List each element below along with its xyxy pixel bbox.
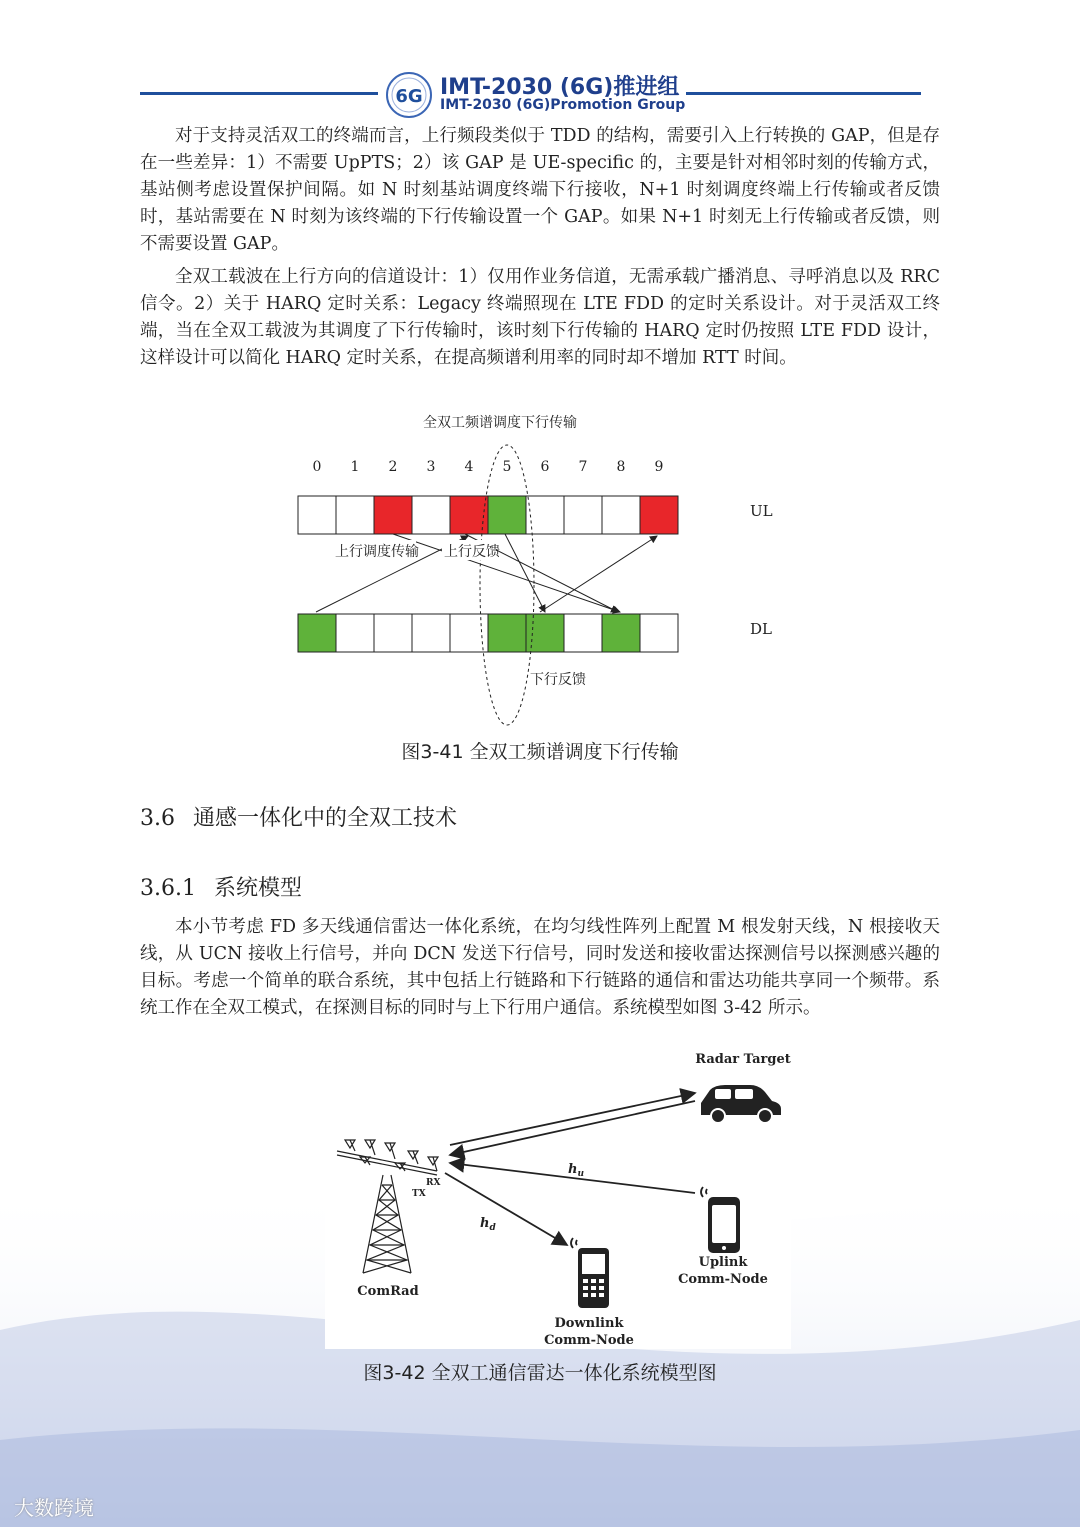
paragraph-channel-design: 全双工载波在上行方向的信道设计：1）仅用作业务信道，无需承载广播消息、寻呼消息以及 RRC 信令。2）关于 HARQ 定时关系：Legacy 终端照现在 LTE FDD 的定时关系设计。对于灵活双工终端，当在全双工载波为其调度了下行传输时，该时刻下行传输的 HARQ 定时仍按照 LTE FDD 设计，这样设计可以简化 HARQ 定时关系，在提高频谱利用率的同时却不增加 RTT 时间。 — [140, 267, 940, 368]
dl-slot — [298, 614, 336, 652]
dl-slot — [336, 614, 374, 652]
ul-slot — [374, 496, 412, 534]
dl-row — [298, 614, 678, 652]
slot-number: 1 — [350, 459, 360, 475]
section-3-6-1-heading — [140, 871, 302, 902]
slot-number: 8 — [616, 459, 626, 475]
dl-slot — [412, 614, 450, 652]
h-d-label: $h_d$ — [480, 1216, 496, 1233]
h-u-label: $h_u$ — [568, 1162, 584, 1179]
tx-label: TX — [412, 1189, 426, 1199]
slot-number: 3 — [426, 459, 436, 475]
slot-number: 4 — [464, 459, 474, 475]
slot-number: 6 — [540, 459, 550, 475]
slot-numbers — [313, 459, 664, 475]
arrow-dl-fb — [540, 536, 657, 612]
paragraph-system-model: 本小节考虑 FD 多天线通信雷达一体化系统，在均匀线性阵列上配置 M 根发射天线，N 根接收天线，从 UCN 接收上行信号，并向 DCN 发送下行信号，同时发送和接收雷达探测信号以探测感兴趣的目标。考虑一个简单的联合系统，其中包括上行链路和下行链路的通信和雷达功能共享同一个频带。系统工作在全双工模式，在探测目标的同时与上下行用户通信。系统模型如图 3-42 所示。 — [140, 917, 940, 1018]
ul-slot — [298, 496, 336, 534]
dl-slot — [488, 614, 526, 652]
figure1-title: 全双工频谱调度下行传输 — [423, 415, 577, 431]
figure-comrad-system-model — [325, 1045, 795, 1350]
slot-number: 0 — [312, 459, 322, 475]
slot-number: 2 — [388, 459, 398, 475]
dl-label: DL — [750, 620, 772, 638]
dl-slot — [602, 614, 640, 652]
ul-slot — [412, 496, 450, 534]
downlink-label-2: Comm-Node — [544, 1333, 634, 1348]
watermark: 大数跨境 — [14, 1496, 94, 1520]
slot-number: 9 — [654, 459, 664, 475]
ul-label: UL — [750, 502, 773, 520]
ul-slot — [488, 496, 526, 534]
section-3-6-number: 3.6 — [140, 806, 175, 831]
uplink-label-2: Comm-Node — [678, 1272, 768, 1287]
slot-number: 5 — [502, 459, 512, 475]
dl-slot — [374, 614, 412, 652]
rx-label: RX — [426, 1178, 441, 1188]
imt-2030-logo — [384, 70, 434, 120]
header-subtitle: IMT-2030 (6G)Promotion Group — [440, 97, 686, 113]
downlink-label-1: Downlink — [554, 1316, 624, 1331]
label-ul-fb: 上行反馈 — [444, 544, 500, 560]
section-3-6-1-number: 3.6.1 — [140, 876, 196, 901]
dl-slot — [450, 614, 488, 652]
paragraph-gap: 对于支持灵活双工的终端而言，上行频段类似于 TDD 的结构，需要引入上行转换的 GAP，但是存在一些差异：1）不需要 UpPTS；2）该 GAP 是 UE-specific 的，主要是针对相邻时刻的传输方式，基站侧考虑设置保护间隔。如 N 时刻基站调度终端下行接收，N+1 时刻调度终端上行传输或者反馈时，基站需要在 N 时刻为该终端的下行传输设置一个 GAP。如果 N+1 时刻无上行传输或者反馈，则不需要设置 GAP。 — [140, 126, 940, 254]
logo-text: 6G — [395, 86, 423, 107]
dl-slot — [564, 614, 602, 652]
arrow-ul-to-dl — [505, 534, 545, 612]
label-ul-sched: 上行调度传输 — [335, 544, 419, 560]
ul-slot — [640, 496, 678, 534]
ul-slot — [336, 496, 374, 534]
arrow-ul-sched — [393, 534, 620, 612]
highlight-ellipse — [480, 445, 534, 725]
figure-full-duplex-scheduling — [280, 405, 800, 730]
label-dl-fb: 下行反馈 — [530, 672, 586, 688]
header-rule-left — [140, 92, 378, 95]
figure1-caption: 图3-41 全双工频谱调度下行传输 — [401, 741, 679, 763]
header-title: IMT-2030 (6G)推进组 — [440, 75, 680, 100]
section-3-6-1-title: 系统模型 — [213, 876, 302, 901]
section-3-6-heading — [140, 801, 457, 832]
header-rule-right — [686, 92, 921, 95]
section-3-6-title: 通感一体化中的全双工技术 — [193, 806, 458, 831]
dl-slot — [640, 614, 678, 652]
radar-target-label: Radar Target — [695, 1052, 791, 1067]
figure2-caption: 图3-42 全双工通信雷达一体化系统模型图 — [363, 1362, 717, 1384]
ul-row — [298, 496, 678, 534]
comrad-label: ComRad — [357, 1284, 419, 1299]
ul-slot — [564, 496, 602, 534]
slot-number: 7 — [578, 459, 588, 475]
ul-slot — [602, 496, 640, 534]
uplink-label-1: Uplink — [698, 1255, 748, 1270]
